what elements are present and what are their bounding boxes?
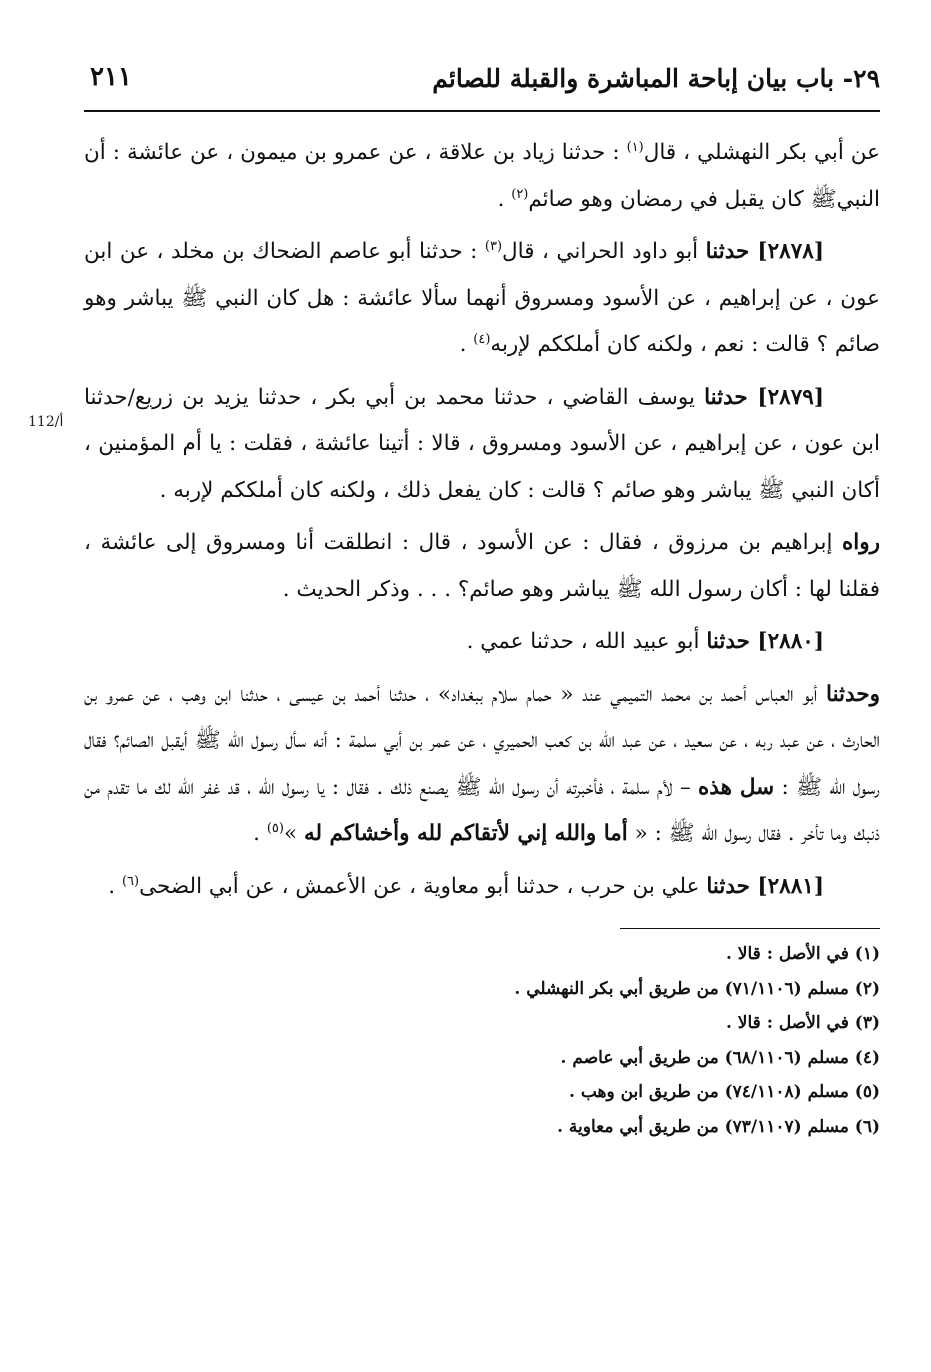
bold-text: [٢٨٧٨] حدثنا (705, 239, 824, 264)
bold-text: [٢٨٨٠] حدثنا (706, 629, 824, 654)
text-run: أبو داود الحراني ، قال (502, 239, 706, 264)
footnote-marker: (١) (626, 139, 644, 155)
page-header (84, 56, 880, 112)
main-text (84, 130, 880, 910)
paragraph (84, 229, 880, 369)
text-run: إبراهيم بن مرزوق ، فقال : عن الأسود ، قال : انطلقت أنا ومسروق إلى عائشة ، فقلنا لها : أكان رسول الله ﷺ يباشر وهو صائم؟ . . . وذكر الحديث . (84, 530, 880, 602)
text-run: يوسف القاضي ، حدثنا محمد بن أبي بكر ، حدثنا يزيد بن زريع/حدثنا ابن عون ، عن إبراهيم ، عن الأسود ومسروق ، قالا : أتينا عائشة ، فقلت : يا أم المؤمنين ، أكان النبي ﷺ يباشر وهو صائم ؟ قالت : كان يفعل ذلك ، ولكنه كان أملككم لإربه . (84, 384, 880, 503)
footnote: (٦) مسلم (٧٣/١١٠٧) من طريق أبي معاوية . (557, 1116, 880, 1137)
page-number: ٢١١ (90, 62, 132, 92)
bold-text: رواه (841, 530, 880, 555)
paragraph (84, 130, 880, 223)
footnote-marker: (٥) (266, 820, 284, 836)
text-run: : حدثنا أبو عاصم الضحاك بن مخلد ، عن ابن عون ، عن إبراهيم ، عن الأسود ومسروق أنهما سألا عائشة : هل كان النبي ﷺ يباشر وهو صائم ؟ قالت : نعم ، ولكنه كان أملككم لإربه (84, 239, 880, 357)
bold-text: وحدثنا (826, 681, 880, 707)
bold-text: [٢٨٧٩] حدثنا (704, 384, 824, 410)
paragraph (84, 619, 880, 666)
text-run: : حدثنا زياد بن علاقة ، عن عمرو بن ميمون ، عن عائشة : أن النبيﷺ كان يقبل في رمضان وهو صائم (84, 140, 880, 212)
footnote: (٥) مسلم (٧٤/١١٠٨) من طريق ابن وهب . (568, 1082, 880, 1102)
footnote: (٣) في الأصل : قالا . (725, 1013, 880, 1033)
page (84, 56, 880, 1144)
text-run: أبو عبيد الله ، حدثنا عمي . (466, 629, 707, 654)
chapter-title: ٢٩- باب بيان إباحة المباشرة والقبلة للصائم (432, 64, 880, 93)
footnote-marker: (٢) (511, 186, 529, 202)
footnote: (١) في الأصل : قالا . (725, 944, 880, 964)
paragraph (84, 864, 880, 911)
text-run: علي بن حرب ، حدثنا أبو معاوية ، عن الأعمش ، عن أبي الضحى (139, 873, 707, 899)
footnote-marker: (٤) (473, 331, 491, 347)
paragraph (84, 672, 880, 858)
footnotes (84, 937, 880, 1144)
paragraph (84, 520, 880, 613)
bold-text: أما والله إني لأتقاكم لله وأخشاكم له (303, 821, 628, 846)
paragraph (84, 375, 880, 515)
text-run: عن أبي بكر النهشلي ، قال (643, 140, 881, 165)
text-run: – لأم سلمة ، فأخبرته أن رسول الله ﷺ يصنع ذلك . فقال : يا رسول الله ، قد غفر الله لك ما تقدم من ذنبك وما تأخر . فقال رسول الله ﷺ : « (84, 774, 880, 846)
manuscript-folio-ref: 112/أ (28, 414, 64, 430)
footnote: (٤) مسلم (٦٨/١١٠٦) من طريق أبي عاصم . (560, 1047, 880, 1068)
bold-text: سل هذه (698, 774, 775, 800)
text-run: . (108, 873, 122, 899)
footnote-marker: (٣) (484, 238, 503, 254)
text-run: » (283, 821, 304, 846)
footnote-divider (620, 928, 880, 929)
bold-text: [٢٨٨١] حدثنا (706, 873, 824, 899)
text-run: . (497, 186, 512, 212)
text-run: . (253, 821, 267, 846)
text-run: . (459, 332, 474, 357)
footnote: (٢) مسلم (٧١/١١٠٦) من طريق أبي بكر النهشلي . (514, 978, 880, 999)
text-run: أبو العباس أحمد بن محمد التميمي عند « حمام سلام ببغداد» ، حدثنا أحمد بن عيسى ، حدثنا ابن وهب ، عن عمرو بن الحارث ، عن عبد ربه ، عن سعيد ، عن عبد الله بن كعب الحميري ، عن عمر بن أبي سلمة : أنه سأل رسول الله ﷺ أيقبل الصائم؟ فقال رسول الله ﷺ : (84, 681, 880, 800)
footnote-marker: (٦) (121, 873, 140, 889)
